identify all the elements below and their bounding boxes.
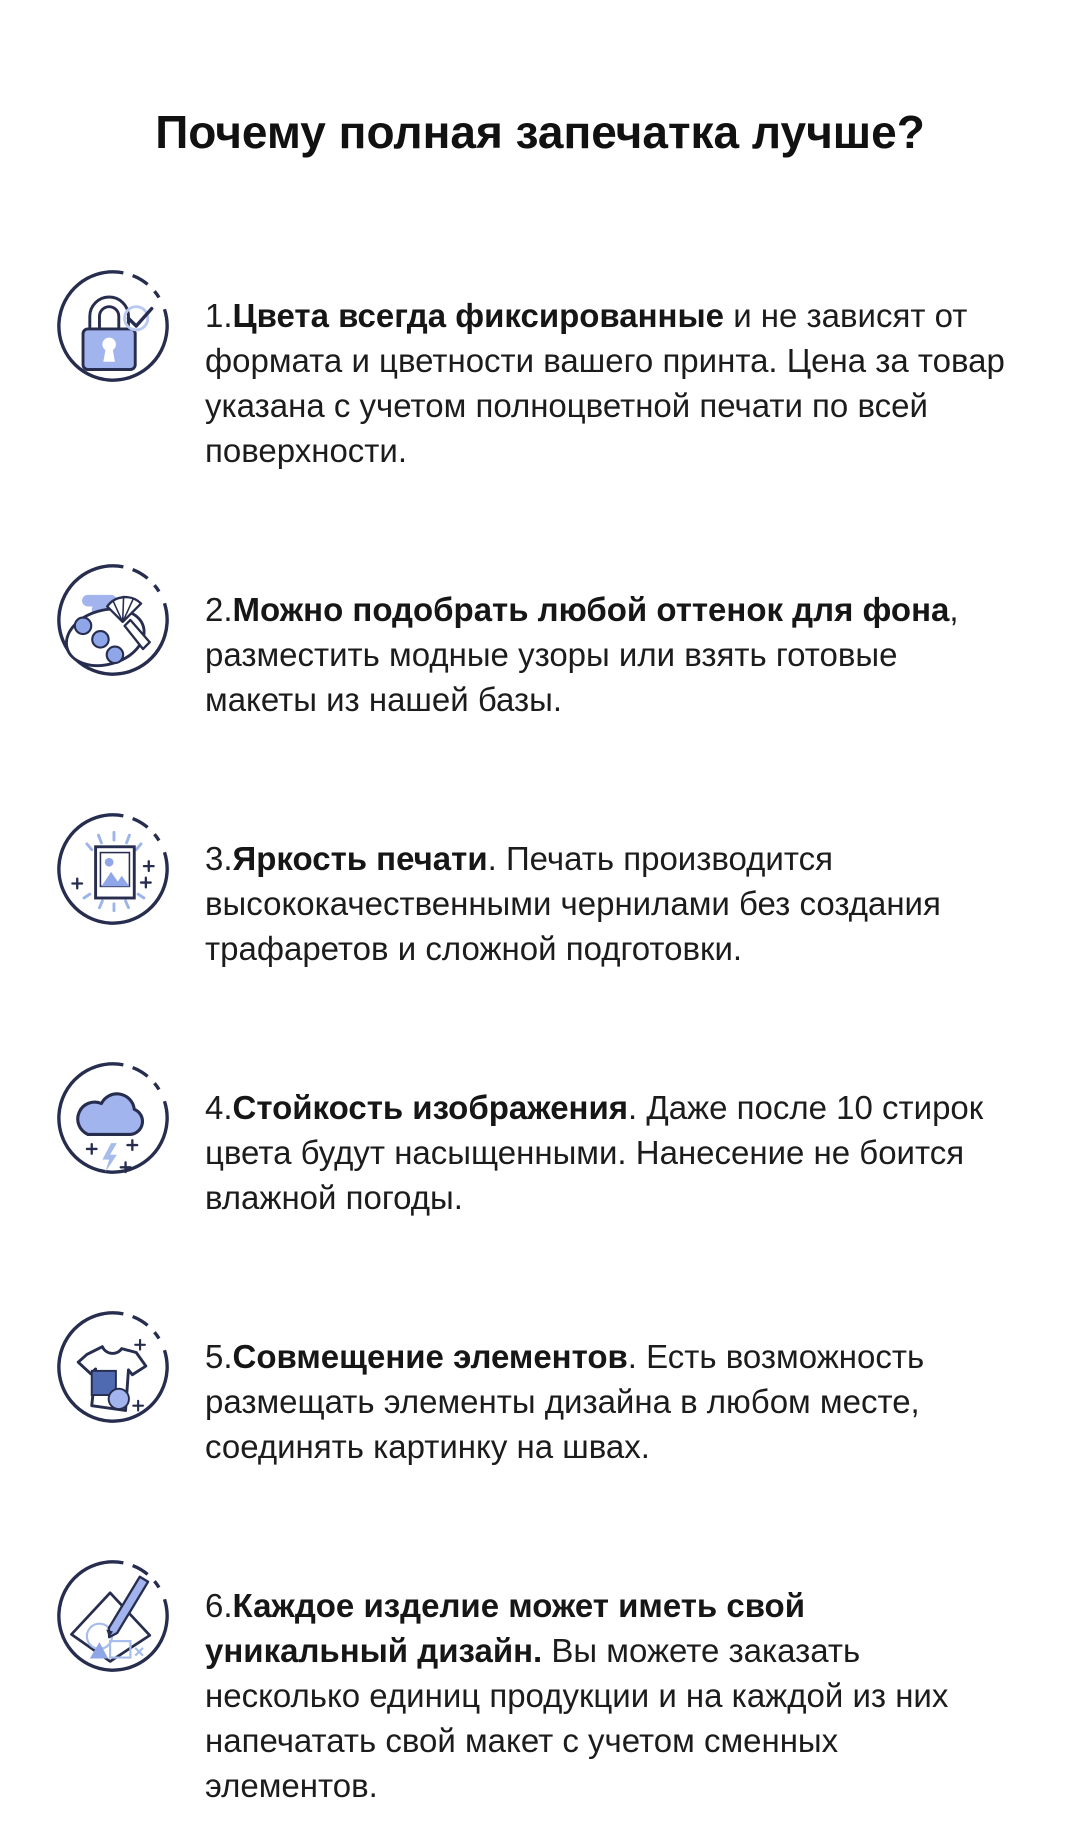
- feature-text: [205, 293, 1011, 473]
- lock-check-icon: [55, 268, 171, 384]
- item-body: , разместить модные узоры или взять готовые макеты из нашей базы.: [205, 591, 959, 718]
- item-body: . Есть возможность размещать элементы дизайна в любом месте, соединять картинку на швах.: [205, 1338, 925, 1465]
- item-number: 2.: [205, 591, 233, 628]
- item-number: 4.: [205, 1089, 233, 1126]
- item-body: Вы можете заказать несколько единиц продукции и на каждой из них напечатать свой макет с учетом сменных элементов.: [205, 1632, 949, 1804]
- item-number: 3.: [205, 840, 233, 877]
- feature-item-background: [0, 554, 1080, 755]
- feature-item-colors: [0, 260, 1080, 506]
- infographic-page: [0, 104, 1080, 1841]
- item-title: Совмещение элементов: [232, 1338, 628, 1375]
- item-body: и не зависят от формата и цветности вашего принта. Цена за товар указана с учетом полноцветной печати по всей поверхности.: [205, 297, 1005, 469]
- item-title: Можно подобрать любой оттенок для фона: [232, 591, 950, 628]
- feature-text: [205, 1583, 1011, 1808]
- pencil-design-icon: [55, 1558, 171, 1674]
- item-number: 6.: [205, 1587, 233, 1624]
- tshirt-elements-icon: [55, 1309, 171, 1425]
- feature-item-durability: [0, 1052, 1080, 1253]
- item-title: Стойкость изображения: [232, 1089, 629, 1126]
- item-number: 1.: [205, 297, 233, 334]
- feature-list: [0, 260, 1080, 1841]
- feature-text: [205, 1334, 1011, 1469]
- rain-cloud-icon: [55, 1060, 171, 1176]
- feature-text: [205, 836, 1011, 971]
- page-title: Почему полная запечатка лучше?: [155, 106, 925, 158]
- item-number: 5.: [205, 1338, 233, 1375]
- feature-item-unique-design: [0, 1550, 1080, 1841]
- item-title: Цвета всегда фиксированные: [232, 297, 725, 334]
- item-title: Каждое изделие может иметь свой уникальный дизайн.: [205, 1587, 806, 1669]
- feature-item-placement: [0, 1301, 1080, 1502]
- item-body: . Даже после 10 стирок цвета будут насыщенными. Нанесение не боится влажной погоды.: [205, 1089, 984, 1216]
- item-title: Яркость печати: [232, 840, 488, 877]
- feature-text: [205, 587, 1011, 722]
- palette-brush-icon: [55, 562, 171, 678]
- bright-image-icon: [55, 811, 171, 927]
- item-body: . Печать производится высококачественными чернилами без создания трафаретов и сложной подготовки.: [205, 840, 941, 967]
- feature-item-brightness: [0, 803, 1080, 1004]
- feature-text: [205, 1085, 1011, 1220]
